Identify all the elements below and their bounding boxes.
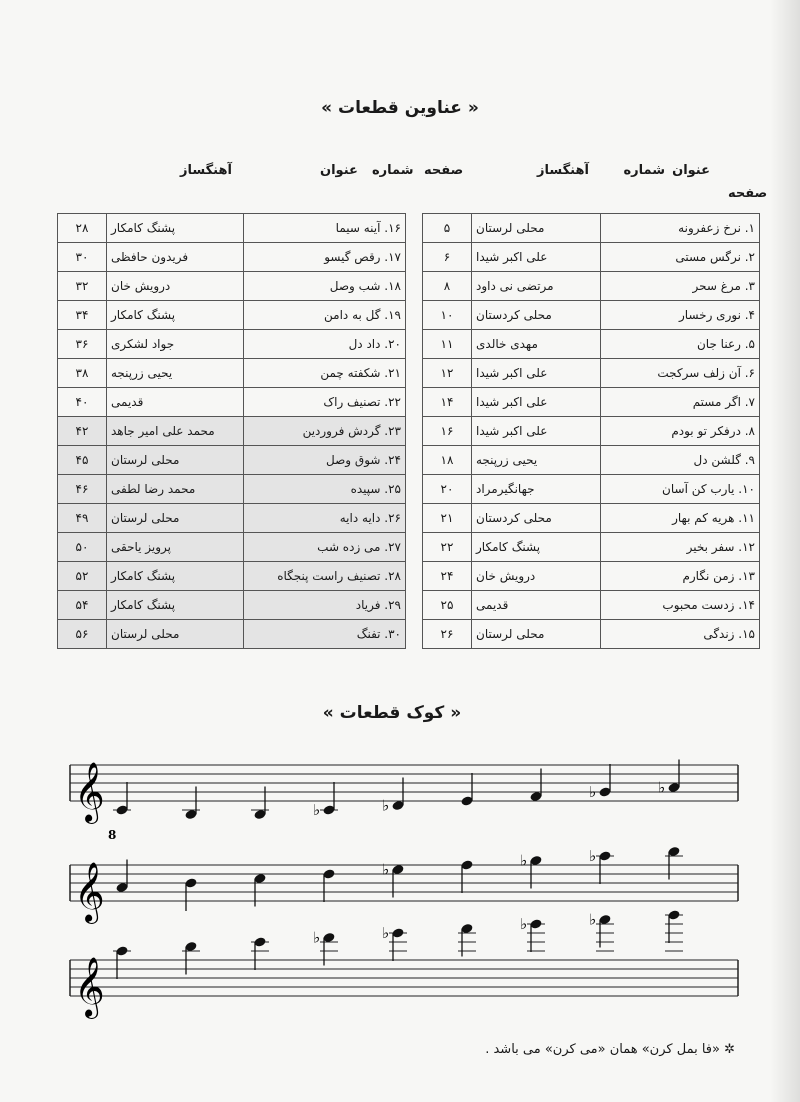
piece-composer: علی اکبر شیدا <box>472 388 601 417</box>
table-row <box>58 591 406 620</box>
piece-title: ۸. درفکر تو بودم <box>601 417 760 446</box>
piece-composer: فریدون حافظی <box>107 243 244 272</box>
table-row <box>423 475 760 504</box>
piece-composer: محلی لرستان <box>472 620 601 649</box>
piece-composer: علی اکبر شیدا <box>472 359 601 388</box>
table-row <box>58 417 406 446</box>
flat-sign-icon: ♭ <box>589 847 597 865</box>
piece-page: ۴۵ <box>58 446 107 475</box>
table-row <box>58 214 406 243</box>
piece-title: ۲۴. شوق وصل <box>244 446 406 475</box>
header-title-left: عنوان <box>320 163 358 178</box>
piece-page: ۸ <box>423 272 472 301</box>
tuning-staff-3 <box>62 910 742 1020</box>
table-row <box>423 330 760 359</box>
piece-page: ۲۱ <box>423 504 472 533</box>
treble-clef-icon: 𝄞 <box>74 762 105 822</box>
piece-page: ۴۶ <box>58 475 107 504</box>
piece-title: ۱۰. یارب کن آسان <box>601 475 760 504</box>
piece-title: ۱۱. هریه کم بهار <box>601 504 760 533</box>
piece-title: ۱۳. زمن نگارم <box>601 562 760 591</box>
piece-page: ۲۲ <box>423 533 472 562</box>
piece-page: ۲۴ <box>423 562 472 591</box>
piece-composer: قدیمی <box>107 388 244 417</box>
table-row <box>58 301 406 330</box>
piece-title: ۲۸. تصنیف راست پنجگاه <box>244 562 406 591</box>
piece-page: ۳۲ <box>58 272 107 301</box>
table-row <box>58 620 406 649</box>
piece-composer: محمد علی امیر جاهد <box>107 417 244 446</box>
tuning-title: « کوک قطعات » <box>322 703 462 723</box>
piece-title: ۲۲. تصنیف راک <box>244 388 406 417</box>
piece-page: ۱۰ <box>423 301 472 330</box>
table-row <box>58 272 406 301</box>
octave-mark: 8 <box>108 828 117 842</box>
flat-sign-icon: ♭ <box>589 783 597 801</box>
table-row <box>423 620 760 649</box>
piece-composer: علی اکبر شیدا <box>472 243 601 272</box>
table-row <box>423 417 760 446</box>
flat-sign-icon: ♭ <box>382 860 390 879</box>
piece-page: ۳۶ <box>58 330 107 359</box>
table-row <box>58 504 406 533</box>
piece-composer: درویش خان <box>472 562 601 591</box>
flat-sign-icon: ♭ <box>520 915 528 933</box>
table-row <box>423 504 760 533</box>
piece-title: ۱۲. سفر بخیر <box>601 533 760 562</box>
table-row <box>423 272 760 301</box>
piece-page: ۴۲ <box>58 417 107 446</box>
flat-sign-icon: ♭ <box>313 928 321 947</box>
tuning-staff-2 <box>62 845 742 925</box>
footnote <box>485 1042 735 1057</box>
piece-composer: یحیی زرپنجه <box>472 446 601 475</box>
piece-title: ۱۷. رقص گیسو <box>244 243 406 272</box>
tuning-staff-1 <box>62 745 742 842</box>
piece-composer: درویش خان <box>107 272 244 301</box>
header-number-left: شماره <box>372 163 414 178</box>
piece-page: ۱۸ <box>423 446 472 475</box>
piece-title: ۲۶. دایه دایه <box>244 504 406 533</box>
piece-page: ۳۴ <box>58 301 107 330</box>
piece-page: ۱۲ <box>423 359 472 388</box>
table-row <box>423 301 760 330</box>
pieces-table-right <box>422 213 760 649</box>
piece-composer: جواد لشکری <box>107 330 244 359</box>
piece-page: ۱۶ <box>423 417 472 446</box>
treble-clef-icon: 𝄞 <box>74 957 105 1017</box>
asterisk-icon: ✲ <box>719 1042 735 1057</box>
piece-composer: پشنگ کامکار <box>107 591 244 620</box>
piece-title: ۲۹. فریاد <box>244 591 406 620</box>
treble-clef-icon: 𝄞 <box>74 862 105 922</box>
piece-composer: پشنگ کامکار <box>107 214 244 243</box>
piece-title: ۲۱. شکفته چمن <box>244 359 406 388</box>
flat-sign-icon: ♭ <box>658 778 666 797</box>
piece-composer: محلی لرستان <box>472 214 601 243</box>
piece-page: ۲۵ <box>423 591 472 620</box>
piece-composer: یحیی زرپنجه <box>107 359 244 388</box>
header-page-left: صفحه <box>424 163 464 178</box>
piece-page: ۳۸ <box>58 359 107 388</box>
piece-composer: محلی لرستان <box>107 504 244 533</box>
table-row <box>423 562 760 591</box>
piece-page: ۲۰ <box>423 475 472 504</box>
piece-title: ۱. نرخ زعفرونه <box>601 214 760 243</box>
header-composer-left: آهنگساز <box>180 163 232 178</box>
table-row <box>58 388 406 417</box>
piece-title: ۱۵. زندگی <box>601 620 760 649</box>
piece-page: ۱۴ <box>423 388 472 417</box>
piece-page: ۱۱ <box>423 330 472 359</box>
table-row <box>423 591 760 620</box>
piece-page: ۵۲ <box>58 562 107 591</box>
flat-sign-icon: ♭ <box>589 910 597 929</box>
piece-page: ۵ <box>423 214 472 243</box>
piece-composer: پشنگ کامکار <box>107 301 244 330</box>
piece-composer: مرتضی نی داود <box>472 272 601 301</box>
table-row <box>58 475 406 504</box>
piece-composer: محلی کردستان <box>472 504 601 533</box>
header-page-right: صفحه <box>728 186 768 201</box>
header-number-right: شماره <box>623 163 665 178</box>
piece-page: ۲۸ <box>58 214 107 243</box>
piece-composer: جهانگیرمراد <box>472 475 601 504</box>
table-row <box>58 562 406 591</box>
piece-title: ۲. نرگس مستی <box>601 243 760 272</box>
header-title-right: عنوان <box>672 163 710 178</box>
table-row <box>423 388 760 417</box>
piece-title: ۶. آن زلف سرکجت <box>601 359 760 388</box>
piece-page: ۵۰ <box>58 533 107 562</box>
header-composer-right: آهنگساز <box>537 163 589 178</box>
piece-page: ۴۹ <box>58 504 107 533</box>
piece-title: ۲۵. سپیده <box>244 475 406 504</box>
table-row <box>58 533 406 562</box>
piece-composer: محلی لرستان <box>107 620 244 649</box>
piece-composer: محلی لرستان <box>107 446 244 475</box>
table-row <box>423 446 760 475</box>
piece-composer: پرویز یاحقی <box>107 533 244 562</box>
pieces-table-left <box>57 213 406 649</box>
flat-sign-icon: ♭ <box>382 796 390 815</box>
table-row <box>423 214 760 243</box>
piece-title: ۱۸. شب وصل <box>244 272 406 301</box>
piece-composer: پشنگ کامکار <box>107 562 244 591</box>
page-edge-shadow <box>770 0 800 1102</box>
piece-title: ۱۴. زدست محبوب <box>601 591 760 620</box>
piece-page: ۶ <box>423 243 472 272</box>
piece-title: ۲۰. داد دل <box>244 330 406 359</box>
piece-composer: محمد رضا لطفی <box>107 475 244 504</box>
piece-composer: قدیمی <box>472 591 601 620</box>
pieces-title: « عناوین قطعات » <box>321 98 479 118</box>
table-row <box>58 330 406 359</box>
piece-page: ۵۶ <box>58 620 107 649</box>
piece-page: ۲۶ <box>423 620 472 649</box>
flat-sign-icon: ♭ <box>382 924 390 942</box>
piece-title: ۱۶. آینه سیما <box>244 214 406 243</box>
piece-composer: پشنگ کامکار <box>472 533 601 562</box>
piece-title: ۷. اگر مستم <box>601 388 760 417</box>
piece-composer: مهدی خالدی <box>472 330 601 359</box>
piece-page: ۳۰ <box>58 243 107 272</box>
piece-composer: محلی کردستان <box>472 301 601 330</box>
table-row <box>58 359 406 388</box>
piece-title: ۳. مرغ سحر <box>601 272 760 301</box>
table-row <box>423 243 760 272</box>
piece-title: ۱۹. گل به دامن <box>244 301 406 330</box>
piece-title: ۵. رعنا جان <box>601 330 760 359</box>
piece-title: ۲۳. گردش فروردین <box>244 417 406 446</box>
piece-composer: علی اکبر شیدا <box>472 417 601 446</box>
footnote-text: «فا بمل کرن» همان «می کرن» می باشد . <box>485 1042 720 1057</box>
piece-page: ۴۰ <box>58 388 107 417</box>
flat-sign-icon: ♭ <box>520 851 528 870</box>
piece-title: ۲۷. می زده شب <box>244 533 406 562</box>
piece-page: ۵۴ <box>58 591 107 620</box>
piece-title: ۴. نوری رخسار <box>601 301 760 330</box>
table-row <box>58 446 406 475</box>
piece-title: ۳۰. تفنگ <box>244 620 406 649</box>
table-row <box>423 359 760 388</box>
table-row <box>423 533 760 562</box>
table-row <box>58 243 406 272</box>
piece-title: ۹. گلشن دل <box>601 446 760 475</box>
flat-sign-icon: ♭ <box>313 801 321 819</box>
